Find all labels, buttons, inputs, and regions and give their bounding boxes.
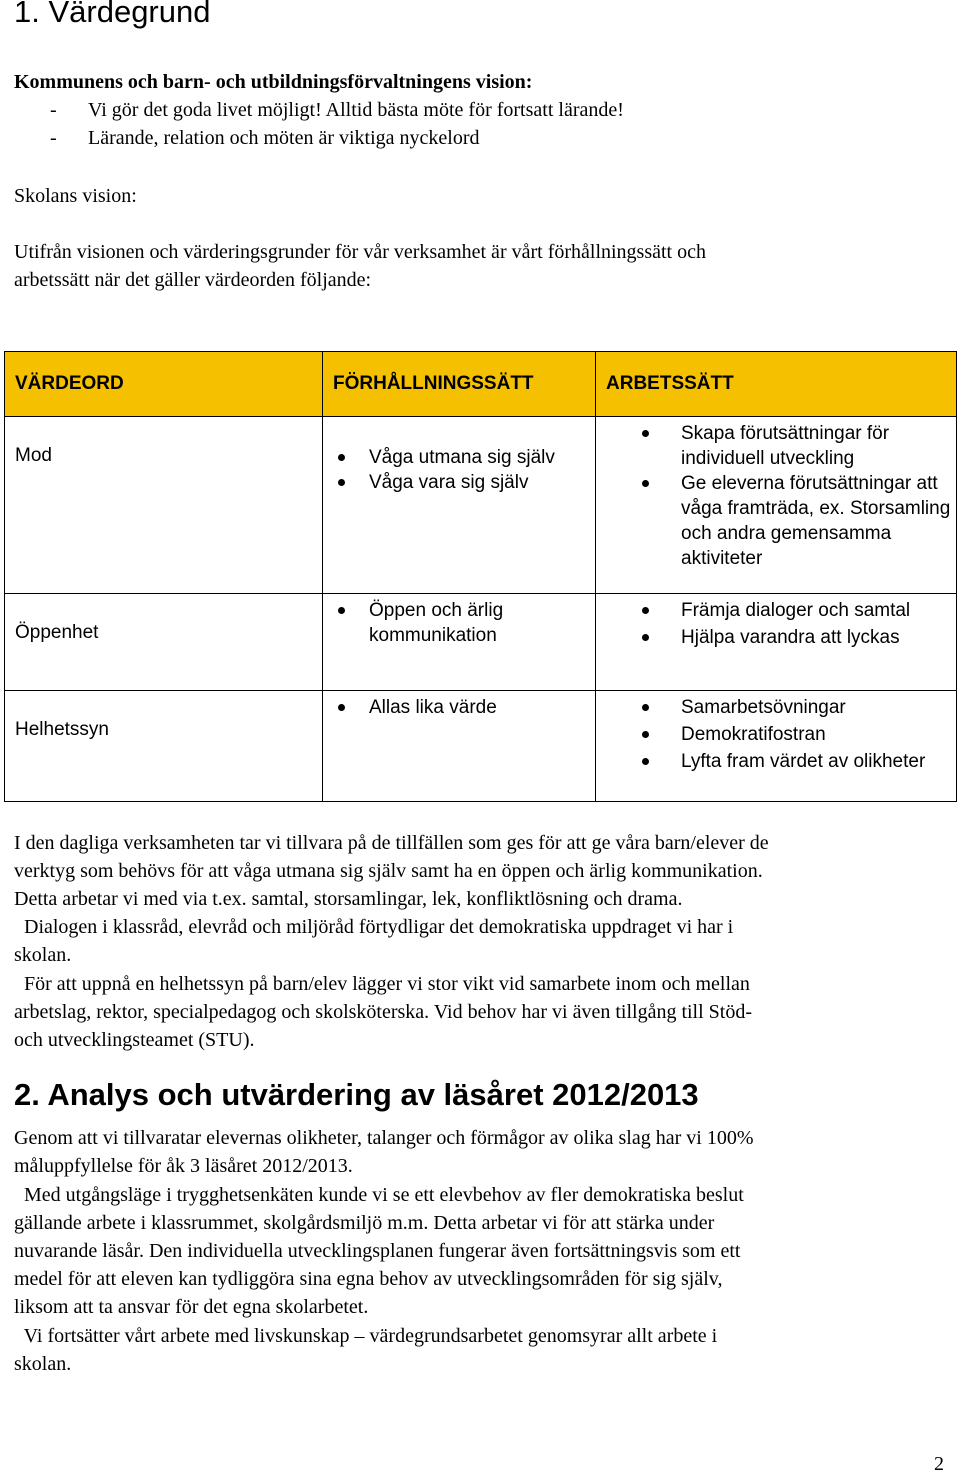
body-line: medel för att eleven kan tydliggöra sina egna behov av utvecklingsområden för sig själv,	[14, 1268, 723, 1290]
vision-title: Kommunens och barn- och utbildningsförvaltningens vision:	[14, 71, 533, 93]
table-header-row	[5, 352, 957, 417]
method-cell	[596, 594, 957, 691]
list-item: Lyfta fram värdet av olikheter	[596, 749, 956, 774]
section-2-heading: 2. Analys och utvärdering av läsåret 2012/2013	[14, 1077, 699, 1112]
approach-cell	[323, 594, 596, 691]
method-cell	[596, 691, 957, 802]
list-item: Våga vara sig själv	[323, 470, 595, 495]
intro-line: arbetssätt när det gäller värdeorden följande:	[14, 269, 372, 291]
table-row	[5, 594, 957, 691]
header-arbetssatt: ARBETSSÄTT	[596, 352, 957, 417]
intro-line: Utifrån visionen och värderingsgrunder för vår verksamhet är vårt förhållningssätt och	[14, 241, 706, 263]
word-text: Helhetssyn	[15, 719, 109, 740]
list-item: Allas lika värde	[323, 695, 595, 720]
body-line: verktyg som behövs för att våga utmana sig själv samt ha en öppen och ärlig kommunikation.	[14, 860, 763, 882]
vision-item-text: Vi gör det goda livet möjligt! Alltid bästa möte för fortsatt lärande!	[88, 99, 624, 121]
approach-cell	[323, 417, 596, 594]
list-item: Öppen och ärlig kommunikation	[323, 598, 595, 648]
body-line: För att uppnå en helhetssyn på barn/elev lägger vi stor vikt vid samarbete inom och mellan	[14, 973, 750, 995]
list-item: Ge eleverna förutsättningar att våga framträda, ex. Storsamling och andra gemensamma aktiviteter	[596, 471, 956, 571]
body-line: Dialogen i klassråd, elevråd och miljöråd förtydligar det demokratiska uppdraget vi har i	[14, 916, 734, 938]
list-item: Skapa förutsättningar för individuell utveckling	[596, 421, 956, 471]
body-line: gällande arbete i klassrummet, skolgårdsmiljö m.m. Detta arbetar vi för att stärka under	[14, 1212, 715, 1234]
list-item: Främja dialoger och samtal	[596, 598, 956, 623]
list-item: Demokratifostran	[596, 722, 956, 747]
vision-item	[50, 96, 624, 124]
vision-item-text: Lärande, relation och möten är viktiga nyckelord	[88, 127, 480, 149]
word-cell	[5, 691, 323, 802]
body-line: måluppfyllelse för åk 3 läsåret 2012/2013.	[14, 1155, 353, 1177]
dash-marker: -	[50, 127, 57, 149]
body-line: skolan.	[14, 1353, 72, 1375]
body-line: och utvecklingsteamet (STU).	[14, 1029, 255, 1051]
table-row	[5, 417, 957, 594]
body-line: arbetslag, rektor, specialpedagog och skolsköterska. Vid behov har vi även tillgång till Stöd-	[14, 1001, 753, 1023]
word-cell	[5, 594, 323, 691]
body-line: Detta arbetar vi med via t.ex. samtal, storsamlingar, lek, konfliktlösning och drama.	[14, 888, 683, 910]
school-vision-label: Skolans vision:	[14, 185, 137, 207]
body-line: skolan.	[14, 944, 72, 966]
vision-item	[50, 124, 480, 152]
dash-marker: -	[50, 99, 57, 121]
word-cell	[5, 417, 323, 594]
page-number: 2	[934, 1453, 944, 1475]
method-cell	[596, 417, 957, 594]
list-item: Samarbetsövningar	[596, 695, 956, 720]
values-table	[4, 351, 957, 802]
list-item: Hjälpa varandra att lyckas	[596, 625, 956, 650]
table-row	[5, 691, 957, 802]
list-item: Våga utmana sig själv	[323, 445, 595, 470]
body-line: liksom att ta ansvar för det egna skolarbetet.	[14, 1296, 369, 1318]
header-forhallningssatt: FÖRHÅLLNINGSSÄTT	[323, 352, 596, 417]
body-line: Vi fortsätter vårt arbete med livskunskap – värdegrundsarbetet genomsyrar allt arbete i	[14, 1325, 718, 1347]
word-text: Mod	[15, 445, 52, 466]
section-1-heading: 1. Värdegrund	[14, 0, 211, 29]
approach-cell	[323, 691, 596, 802]
header-vardeord: VÄRDEORD	[5, 352, 323, 417]
body-line: Med utgångsläge i trygghetsenkäten kunde vi se ett elevbehov av fler demokratiska beslut	[14, 1184, 744, 1206]
body-line: nuvarande läsår. Den individuella utvecklingsplanen fungerar även fortsättningsvis som ett	[14, 1240, 741, 1262]
body-line: Genom att vi tillvaratar elevernas olikheter, talanger och förmågor av olika slag har vi 100%	[14, 1127, 754, 1149]
word-text: Öppenhet	[15, 622, 99, 643]
body-line: I den dagliga verksamheten tar vi tillvara på de tillfällen som ges för att ge våra barn/elever de	[14, 832, 769, 854]
